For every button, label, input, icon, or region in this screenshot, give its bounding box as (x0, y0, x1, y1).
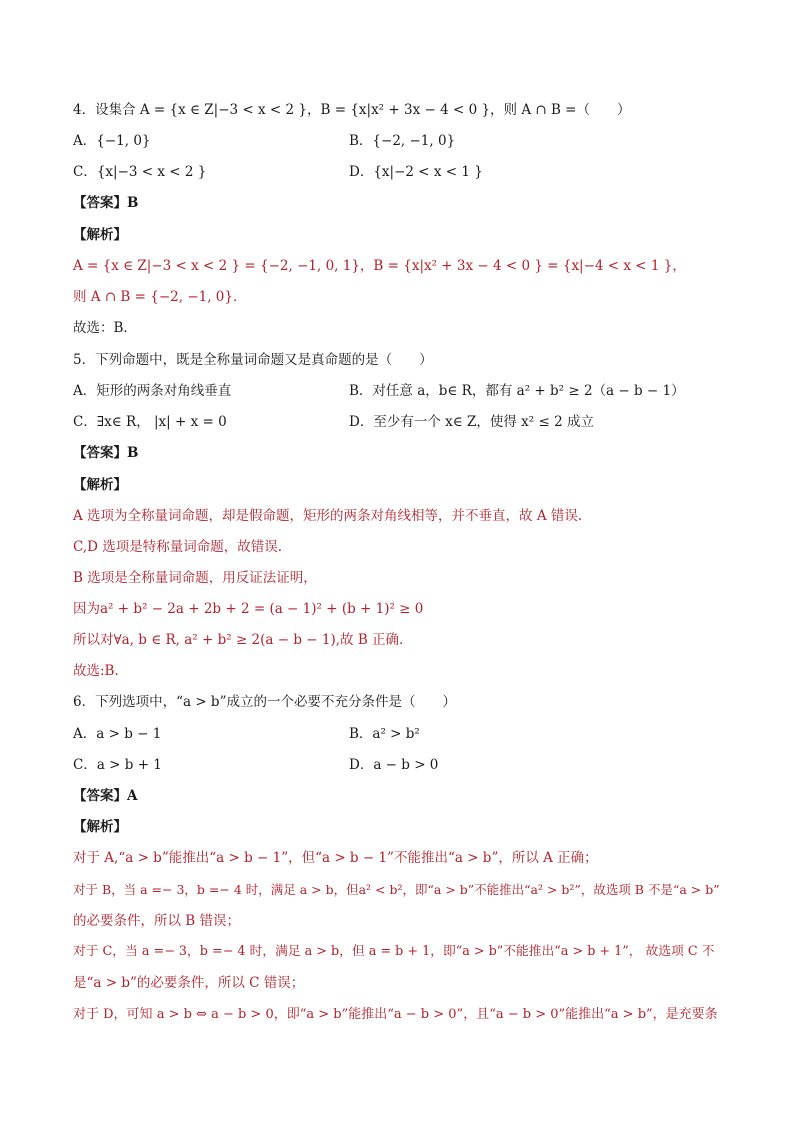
q6-option-c: C．a > b + 1 (73, 757, 162, 773)
q6-analysis-label: 【解析】 (73, 819, 127, 835)
q5-option-a: A．矩形的两条对角线垂直 (73, 383, 232, 399)
q6-option-a: A．a > b − 1 (73, 726, 162, 742)
q4-choose: 故选：B． (73, 320, 137, 336)
q4-analysis-line-1: A = {x ∈ Z|−3 < x < 2 } = {−2, −1, 0, 1}，B = {x|x² + 3x − 4 < 0 } = {x|−4 < x < 1 }， (73, 258, 686, 274)
q4-option-d: D．{x|−2 < x < 1 } (349, 164, 483, 180)
q6-analysis-line-2: 对于 B，当 a =− 3，b =− 4 时，满足 a > b，但a² < b²，即“a > b”不能推出“a² > b²”，故选项 B 不是“a > b” (73, 882, 720, 897)
q5-analysis-line-3: B 选项是全称量词命题，用反证法证明， (73, 570, 317, 586)
q4-stem: 4．设集合 A = {x ∈ Z|−3 < x < 2 }，B = {x|x² + 3x − 4 < 0 }，则 A ∩ B =（ ） (73, 102, 631, 118)
q5-analysis-line-5: 所以对∀a, b ∈ R, a² + b² ≥ 2(a − b − 1),故 B 正确. (73, 632, 404, 648)
q5-analysis-line-1: A 选项为全称量词命题，却是假命题，矩形的两条对角线相等，并不垂直，故 A 错误. (73, 508, 583, 524)
q6-option-d: D．a − b > 0 (349, 757, 439, 773)
q5-analysis-line-4: 因为a² + b² − 2a + 2b + 2 = (a − 1)² + (b + 1)² ≥ 0 (73, 601, 424, 617)
q5-option-d: D．至少有一个 x∈ Z，使得 x² ≤ 2 成立 (349, 414, 594, 430)
q6-option-b: B．a² > b² (349, 726, 420, 742)
q4-answer: 【答案】B (73, 195, 139, 211)
q6-analysis-line-3: 的必要条件，所以 B 错误； (73, 913, 241, 929)
q5-stem: 5．下列命题中，既是全称量词命题又是真命题的是（ ） (73, 352, 433, 368)
q6-analysis-line-1: 对于 A,“a > b”能推出“a > b − 1”，但“a > b − 1”不能推出“a > b”，所以 A 正确； (73, 850, 598, 866)
q5-answer: 【答案】B (73, 445, 139, 461)
q4-analysis-label: 【解析】 (73, 227, 127, 243)
q4-option-b: B．{−2, −1, 0} (349, 133, 456, 149)
q4-option-c: C．{x|−3 < x < 2 } (73, 164, 207, 180)
q4-option-a: A．{−1, 0} (73, 133, 151, 149)
q6-analysis-line-5: 是“a > b”的必要条件，所以 C 错误； (73, 975, 305, 991)
q5-option-b: B．对任意 a，b∈ R，都有 a² + b² ≥ 2（a − b − 1） (349, 383, 685, 399)
q4-analysis-line-2: 则 A ∩ B = {−2, −1, 0}． (73, 289, 247, 305)
q6-answer: 【答案】A (73, 788, 138, 804)
q5-analysis-line-2: C,D 选项是特称量词命题，故错误. (73, 539, 283, 555)
q6-analysis-line-4: 对于 C，当 a =− 3，b =− 4 时，满足 a > b，但 a = b + 1，即“a > b”不能推出“a > b + 1”， 故选项 C 不 (73, 944, 715, 959)
q5-analysis-line-6: 故选:B. (73, 663, 119, 679)
q5-analysis-label: 【解析】 (73, 477, 127, 493)
q6-analysis-line-6: 对于 D，可知 a > b ⇔ a − b > 0，即“a > b”能推出“a − b > 0”，且“a − b > 0”能推出“a > b”，是充要条 (73, 1007, 718, 1022)
q5-option-c: C．∃x∈ R， |x| + x = 0 (73, 414, 227, 430)
q6-stem: 6．下列选项中，“a > b”成立的一个必要不充分条件是（ ） (73, 694, 456, 710)
